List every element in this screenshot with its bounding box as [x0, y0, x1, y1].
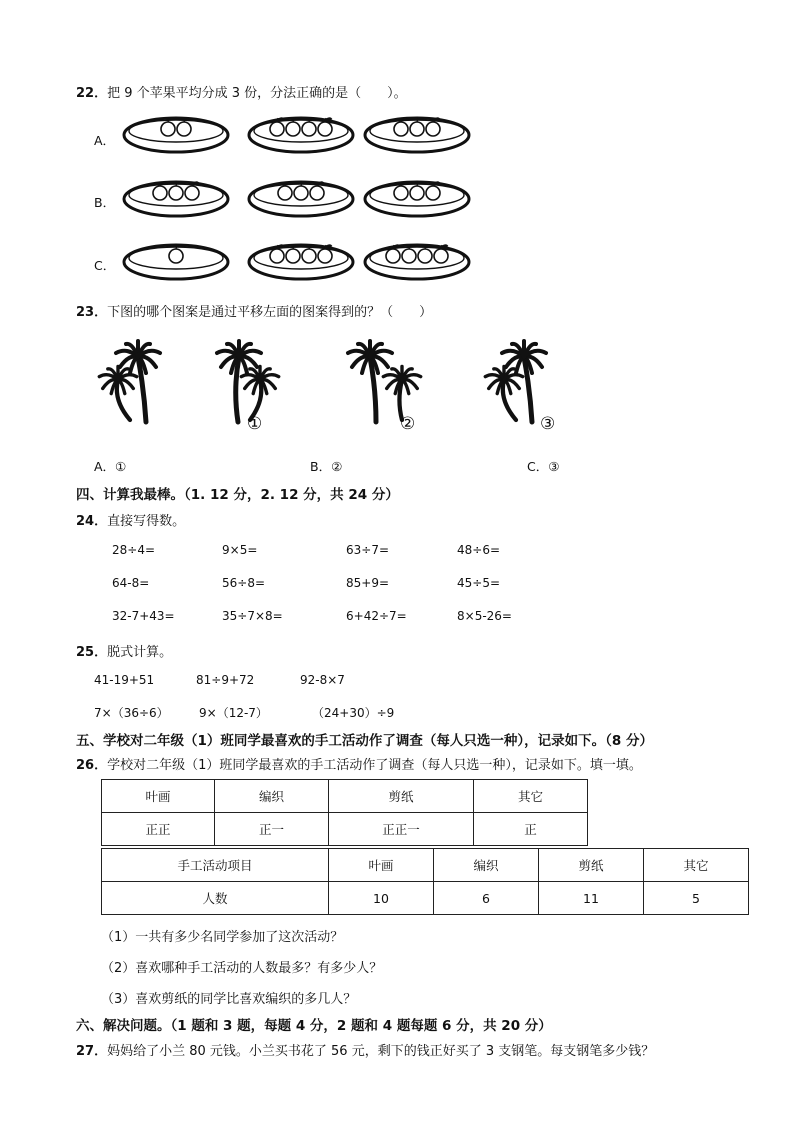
palm-tree-icon — [241, 366, 278, 420]
table-row — [102, 780, 588, 813]
q26-subquestion-3: （3）喜欢剪纸的同学比喜欢编织的多几人？ — [101, 992, 357, 1007]
question-text: 直接写得数。 — [107, 514, 186, 529]
section-5-title: 五、学校对二年级（1）班同学最喜欢的手工活动作了调查（每人只选一种），记录如下。（8 分） — [76, 733, 653, 749]
q22-option-a-label: A． — [94, 133, 116, 148]
palm-frond — [402, 380, 409, 394]
table-cell: 10 — [329, 882, 434, 915]
palm-tree-icon — [383, 366, 420, 420]
calc-item: 56÷8= — [222, 576, 266, 590]
q25-stem — [76, 641, 172, 660]
calc-item: 63÷7= — [346, 543, 390, 557]
question-text: 下图的哪个图案是通过平移左面的图案得到的？（ ） — [107, 305, 433, 320]
calc-item: 81÷9+72 — [196, 673, 255, 687]
question-number: 24． — [76, 514, 108, 529]
table-cell: 5 — [644, 882, 749, 915]
table-header-cell: 编织 — [434, 849, 539, 882]
figure-marker-1: ① — [247, 414, 263, 434]
table-row — [102, 882, 749, 915]
table-cell: 人数 — [102, 882, 329, 915]
section-6-title: 六、解决问题。（1 题和 3 题，每题 4 分，2 题和 4 题每题 6 分，共 20 分） — [76, 1018, 552, 1034]
table-cell: 11 — [539, 882, 644, 915]
calc-item: 9×（12-7） — [199, 706, 268, 720]
palm-trees-figure — [0, 0, 794, 460]
calc-item: 8×5-26= — [457, 609, 512, 623]
table-header-cell: 剪纸 — [329, 780, 474, 813]
question-number: 25． — [76, 645, 108, 660]
calc-item: 6+42÷7= — [346, 609, 407, 623]
palm-tree-icon — [485, 366, 522, 420]
q23-option-c: C．③ — [527, 459, 560, 474]
palm-tree-icon — [99, 366, 136, 420]
q26-subquestion-2: （2）喜欢哪种手工活动的人数最多？有多少人？ — [101, 961, 383, 976]
calc-item: 45÷5= — [457, 576, 501, 590]
table-header-cell: 手工活动项目 — [102, 849, 329, 882]
table-row — [102, 813, 588, 846]
tally-table — [101, 779, 588, 846]
calc-item: 35÷7×8= — [222, 609, 283, 623]
question-text: 妈妈给了小兰 80 元钱。小兰买书花了 56 元，剩下的钱正好买了 3 支钢笔。每支钢笔多少钱？ — [107, 1044, 655, 1059]
table-header-cell: 编织 — [215, 780, 329, 813]
q26-stem — [76, 754, 642, 773]
palm-tree-icon — [348, 341, 392, 422]
tally-cell: 正正 — [102, 813, 215, 846]
figure-marker-3: ③ — [540, 414, 556, 434]
q27-stem — [76, 1040, 654, 1059]
calc-item: 32-7+43= — [112, 609, 175, 623]
table-header-cell: 叶画 — [102, 780, 215, 813]
calc-item: 28÷4= — [112, 543, 156, 557]
count-table — [101, 848, 749, 915]
calc-item: 64-8= — [112, 576, 150, 590]
q22-option-b-label: B． — [94, 195, 116, 210]
table-row — [102, 849, 749, 882]
question-number: 27． — [76, 1044, 108, 1059]
question-number: 26． — [76, 758, 108, 773]
question-text: 学校对二年级（1）班同学最喜欢的手工活动作了调查（每人只选一种），记录如下。填一填。 — [107, 758, 642, 773]
section-4-title: 四、计算我最棒。（1. 12 分，2. 12 分，共 24 分） — [76, 487, 399, 503]
q26-subquestion-1: （1）一共有多少名同学参加了这次活动？ — [101, 930, 344, 945]
palm-pair — [217, 341, 279, 422]
table-header-cell: 其它 — [474, 780, 588, 813]
figure-marker-2: ② — [400, 414, 416, 434]
palm-frond — [362, 357, 370, 373]
calc-item: 92-8×7 — [300, 673, 345, 687]
q24-stem — [76, 510, 185, 529]
question-text: 把 9 个苹果平均分成 3 份，分法正确的是（ ）。 — [107, 86, 407, 101]
q23-option-b: B．② — [310, 459, 343, 474]
calc-item: 9×5= — [222, 543, 258, 557]
tally-cell: 正一 — [215, 813, 329, 846]
palm-pair — [348, 341, 421, 422]
question-number: 22． — [76, 86, 108, 101]
palm-pair — [485, 341, 546, 422]
tally-cell: 正 — [474, 813, 588, 846]
palm-frond — [130, 357, 138, 373]
table-header-cell: 其它 — [644, 849, 749, 882]
table-cell: 6 — [434, 882, 539, 915]
question-number: 23． — [76, 305, 108, 320]
question-text: 脱式计算。 — [107, 645, 173, 660]
calc-item: 7×（36÷6） — [94, 706, 169, 720]
table-header-cell: 剪纸 — [539, 849, 644, 882]
palm-trunk — [236, 357, 239, 422]
palm-pair — [99, 341, 160, 422]
calc-item: 41-19+51 — [94, 673, 155, 687]
tally-cell: 正正一 — [329, 813, 474, 846]
calc-item: （24+30）÷9 — [312, 706, 395, 720]
q23-option-a: A．① — [94, 459, 127, 474]
table-header-cell: 叶画 — [329, 849, 434, 882]
q22-option-c-label: C． — [94, 258, 116, 273]
palm-frond — [516, 357, 524, 373]
calc-item: 85+9= — [346, 576, 390, 590]
palm-frond — [253, 380, 260, 394]
calc-item: 48÷6= — [457, 543, 501, 557]
